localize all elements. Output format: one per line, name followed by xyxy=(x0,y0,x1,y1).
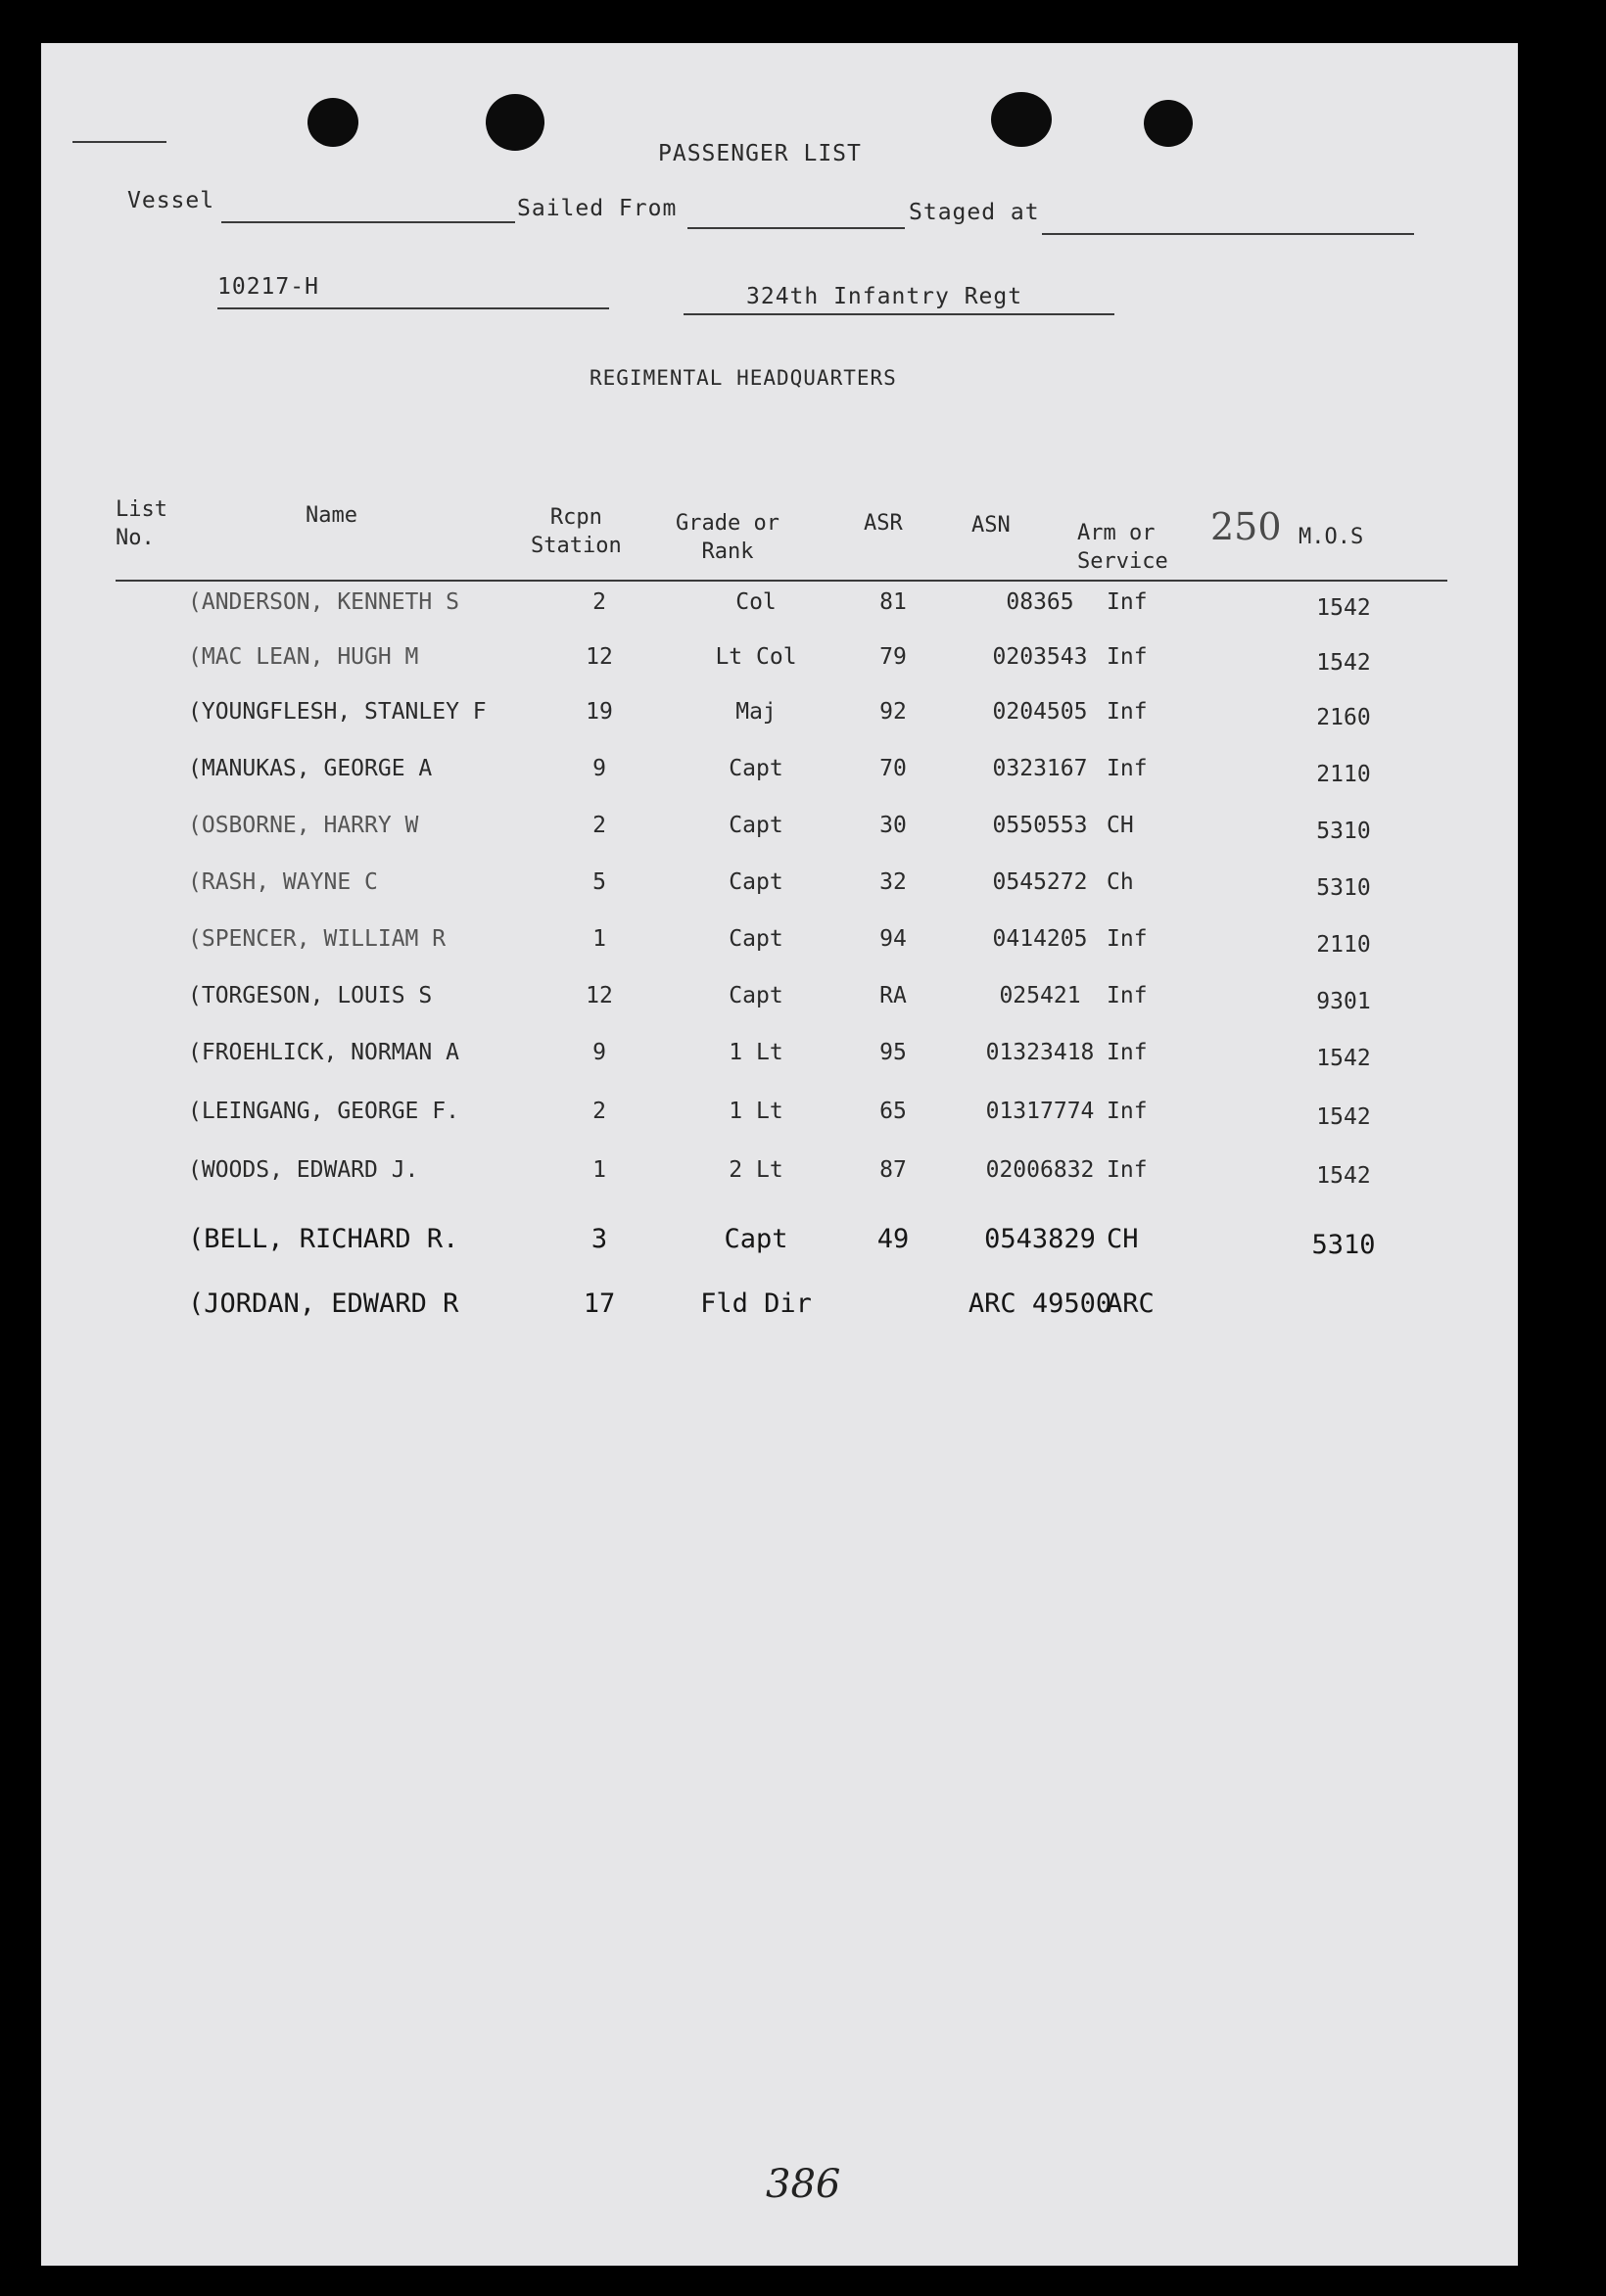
cell-asr: 32 xyxy=(879,869,907,895)
cell-grade: Capt xyxy=(724,1224,788,1254)
cell-name: (MANUKAS, GEORGE A xyxy=(188,756,433,781)
cell-asr: 70 xyxy=(879,756,907,781)
shipment-number: 10217-H xyxy=(217,274,319,300)
cell-grade: Col xyxy=(735,589,777,615)
cell-station: 9 xyxy=(592,756,606,781)
cell-grade: Lt Col xyxy=(715,644,797,670)
cell-asr: 94 xyxy=(879,926,907,952)
cell-grade: Maj xyxy=(735,699,777,725)
margin-mark xyxy=(72,141,166,143)
cell-station: 2 xyxy=(592,1099,606,1124)
punch-hole xyxy=(1144,100,1193,147)
cell-station: 17 xyxy=(583,1289,616,1319)
cell-asn: 01317774 xyxy=(985,1099,1095,1124)
cell-mos: 5310 xyxy=(1316,819,1371,844)
cell-asn: 0204505 xyxy=(992,699,1088,725)
cell-grade: Capt xyxy=(729,926,783,952)
cell-arm: Inf xyxy=(1107,1040,1148,1065)
cell-name: (RASH, WAYNE C xyxy=(188,869,378,895)
cell-asr: 65 xyxy=(879,1099,907,1124)
header-arm: Arm or Service xyxy=(1077,521,1168,574)
cell-mos: 2110 xyxy=(1316,762,1371,787)
cell-mos: 9301 xyxy=(1316,989,1371,1014)
header-asn: ASN xyxy=(971,513,1011,538)
cell-station: 19 xyxy=(586,699,613,725)
cell-station: 1 xyxy=(592,1157,606,1183)
header-mos: M.O.S xyxy=(1299,525,1364,549)
header-rule xyxy=(116,580,1447,582)
cell-grade: 1 Lt xyxy=(729,1099,783,1124)
cell-station: 9 xyxy=(592,1040,606,1065)
punch-hole xyxy=(307,98,358,147)
cell-mos: 2110 xyxy=(1316,932,1371,958)
cell-asn: 0414205 xyxy=(992,926,1088,952)
document-page xyxy=(41,43,1518,2266)
cell-asr: 30 xyxy=(879,813,907,838)
staged-at-label: Staged at xyxy=(909,200,1040,225)
cell-station: 3 xyxy=(590,1224,608,1254)
cell-grade: 2 Lt xyxy=(729,1157,783,1183)
cell-arm: Inf xyxy=(1107,1099,1148,1124)
cell-mos: 5310 xyxy=(1316,875,1371,901)
sailed-from-field-line xyxy=(687,227,905,229)
cell-arm: Inf xyxy=(1107,983,1148,1008)
cell-asn: ARC 49500 xyxy=(968,1289,1112,1319)
stamp-number: 250 xyxy=(1210,505,1282,548)
cell-name: (FROEHLICK, NORMAN A xyxy=(188,1040,459,1065)
header-list-no: List No. xyxy=(116,497,167,550)
cell-arm: Inf xyxy=(1107,589,1148,615)
cell-arm: CH xyxy=(1107,813,1134,838)
cell-arm: CH xyxy=(1107,1224,1139,1254)
cell-asr: 81 xyxy=(879,589,907,615)
cell-grade: Fld Dir xyxy=(700,1289,812,1319)
header-grade: Grade or Rank xyxy=(676,511,779,564)
cell-mos: 5310 xyxy=(1311,1230,1376,1260)
cell-name: (BELL, RICHARD R. xyxy=(188,1224,459,1254)
cell-station: 12 xyxy=(586,983,613,1008)
cell-arm: Ch xyxy=(1107,869,1134,895)
cell-station: 2 xyxy=(592,589,606,615)
cell-asn: 0203543 xyxy=(992,644,1088,670)
cell-grade: Capt xyxy=(729,869,783,895)
cell-asr: 87 xyxy=(879,1157,907,1183)
cell-name: (ANDERSON, KENNETH S xyxy=(188,589,459,615)
cell-arm: Inf xyxy=(1107,926,1148,952)
cell-asn: 0543829 xyxy=(984,1224,1096,1254)
cell-arm: Inf xyxy=(1107,1157,1148,1183)
unit-name: 324th Infantry Regt xyxy=(746,284,1023,309)
cell-asn: 0550553 xyxy=(992,813,1088,838)
page-number: 386 xyxy=(766,2162,841,2207)
cell-name: (SPENCER, WILLIAM R xyxy=(188,926,447,952)
unit-field-line xyxy=(684,313,1114,315)
cell-mos: 1542 xyxy=(1316,1163,1371,1189)
page-title: PASSENGER LIST xyxy=(658,141,862,166)
cell-asn: 0323167 xyxy=(992,756,1088,781)
cell-station: 5 xyxy=(592,869,606,895)
cell-asr: 95 xyxy=(879,1040,907,1065)
cell-asr: 92 xyxy=(879,699,907,725)
cell-asr: RA xyxy=(879,983,907,1008)
cell-name: (TORGESON, LOUIS S xyxy=(188,983,433,1008)
cell-mos: 1542 xyxy=(1316,650,1371,676)
cell-station: 1 xyxy=(592,926,606,952)
cell-arm: Inf xyxy=(1107,756,1148,781)
cell-mos: 1542 xyxy=(1316,595,1371,621)
cell-asn: 02006832 xyxy=(985,1157,1095,1183)
cell-asn: 025421 xyxy=(999,983,1081,1008)
cell-asn: 0545272 xyxy=(992,869,1088,895)
cell-name: (WOODS, EDWARD J. xyxy=(188,1157,419,1183)
header-asr: ASR xyxy=(864,511,903,536)
cell-grade: Capt xyxy=(729,813,783,838)
cell-station: 12 xyxy=(586,644,613,670)
cell-asr: 49 xyxy=(876,1224,910,1254)
header-station: Rcpn Station xyxy=(531,505,622,558)
punch-hole xyxy=(991,92,1052,147)
punch-hole xyxy=(486,94,544,151)
cell-station: 2 xyxy=(592,813,606,838)
cell-arm: Inf xyxy=(1107,644,1148,670)
cell-asn: 08365 xyxy=(1006,589,1074,615)
cell-name: (MAC LEAN, HUGH M xyxy=(188,644,419,670)
cell-name: (YOUNGFLESH, STANLEY F xyxy=(188,699,487,725)
cell-asr: 79 xyxy=(879,644,907,670)
sailed-from-label: Sailed From xyxy=(517,196,678,221)
shipment-field-line xyxy=(217,307,609,309)
cell-mos: 1542 xyxy=(1316,1104,1371,1130)
cell-name: (LEINGANG, GEORGE F. xyxy=(188,1099,459,1124)
cell-name: (OSBORNE, HARRY W xyxy=(188,813,419,838)
cell-grade: Capt xyxy=(729,756,783,781)
cell-mos: 1542 xyxy=(1316,1046,1371,1071)
cell-arm: ARC xyxy=(1107,1289,1155,1319)
section-heading: REGIMENTAL HEADQUARTERS xyxy=(590,366,897,390)
cell-arm: Inf xyxy=(1107,699,1148,725)
cell-grade: Capt xyxy=(729,983,783,1008)
vessel-field-line xyxy=(221,221,515,223)
cell-grade: 1 Lt xyxy=(729,1040,783,1065)
vessel-label: Vessel xyxy=(127,188,215,213)
cell-mos: 2160 xyxy=(1316,705,1371,730)
header-name: Name xyxy=(306,503,357,528)
cell-asn: 01323418 xyxy=(985,1040,1095,1065)
cell-name: (JORDAN, EDWARD R xyxy=(188,1289,459,1319)
staged-at-field-line xyxy=(1042,233,1414,235)
